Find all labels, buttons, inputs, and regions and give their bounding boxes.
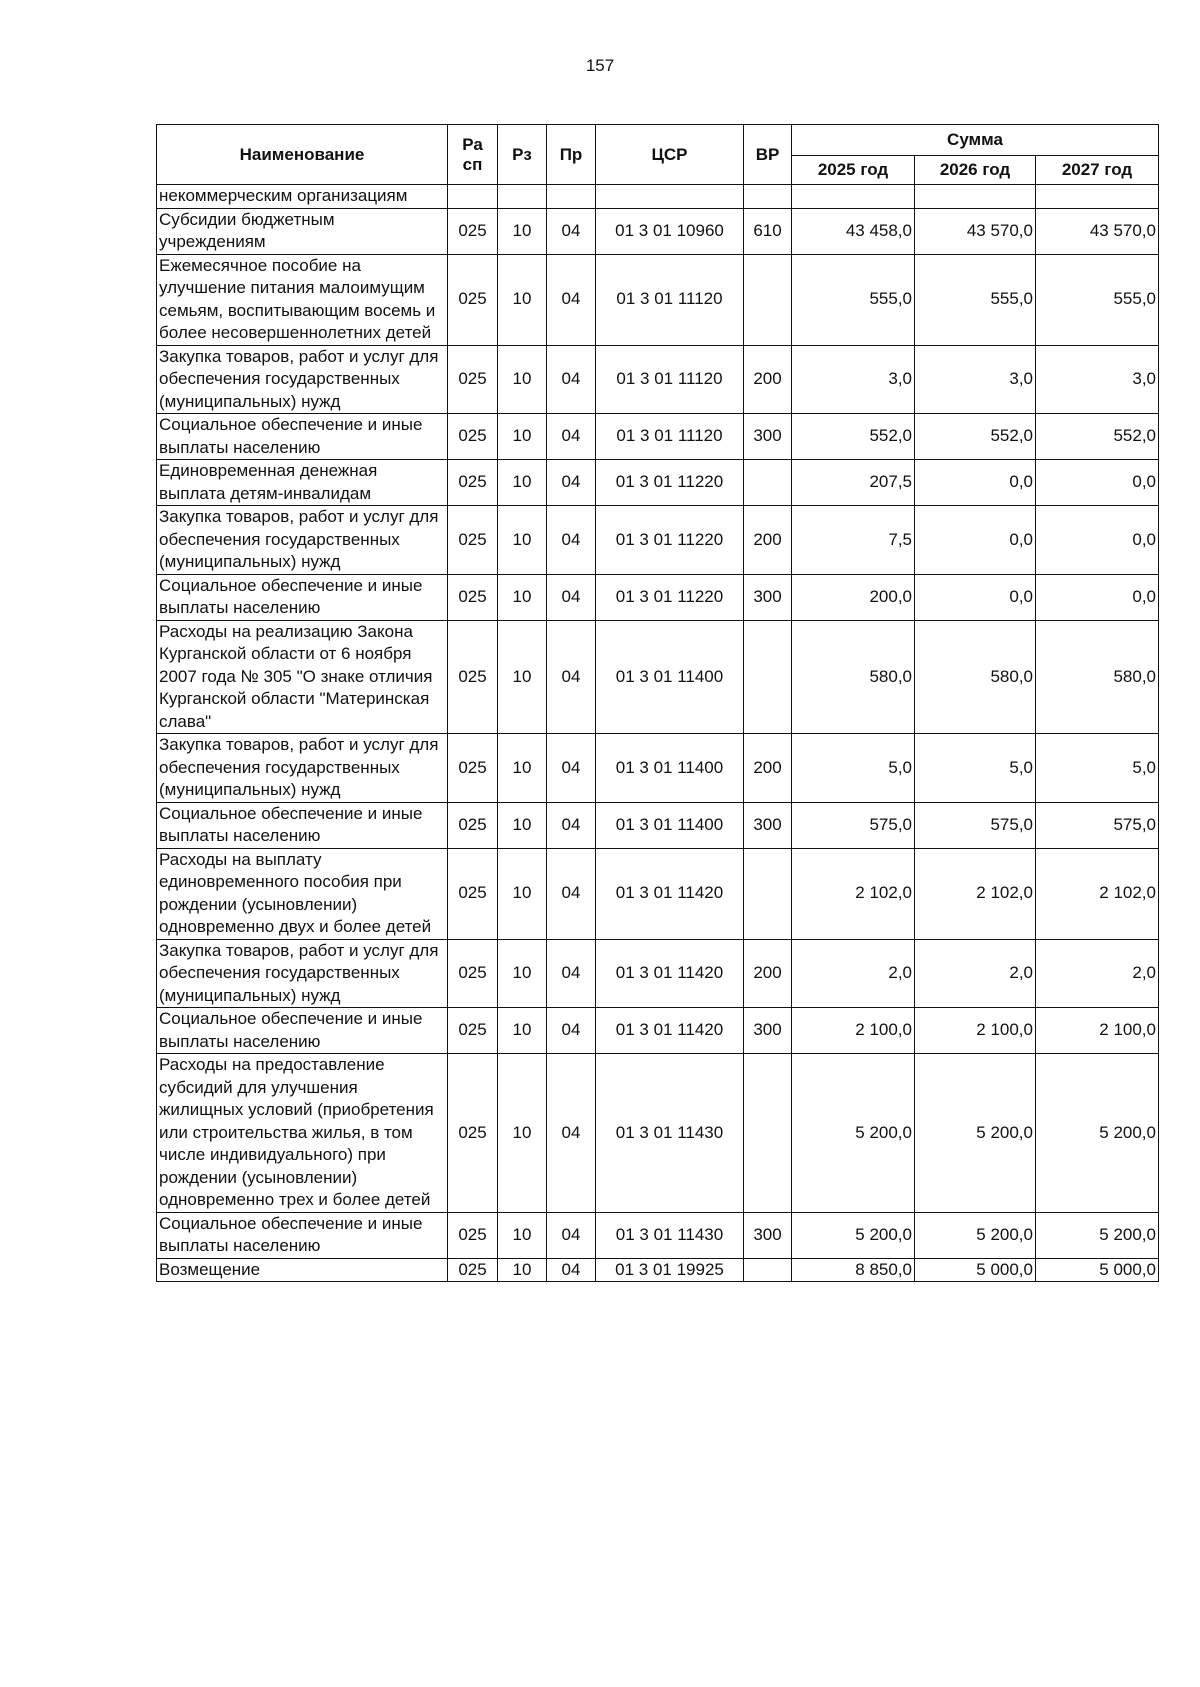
row-sum-2025: 5,0	[792, 734, 915, 803]
row-pr: 04	[547, 345, 596, 414]
row-sum-2026: 2 100,0	[915, 1008, 1036, 1054]
row-vr: 300	[744, 574, 792, 620]
row-sum-2025: 5 200,0	[792, 1054, 915, 1213]
row-rasp: 025	[448, 620, 498, 734]
row-csr: 01 3 01 11420	[596, 848, 744, 939]
row-sum-2026: 43 570,0	[915, 208, 1036, 254]
row-name: Субсидии бюджетным учреждениям	[157, 208, 448, 254]
row-sum-2027: 43 570,0	[1036, 208, 1159, 254]
row-pr: 04	[547, 254, 596, 345]
row-sum-2025: 2 102,0	[792, 848, 915, 939]
row-pr: 04	[547, 1212, 596, 1258]
row-sum-2027: 555,0	[1036, 254, 1159, 345]
row-csr: 01 3 01 11430	[596, 1054, 744, 1213]
row-sum-2026: 5,0	[915, 734, 1036, 803]
row-name: Расходы на выплату единовременного пособия при рождении (усыновлении) одновременно двух и более детей	[157, 848, 448, 939]
row-sum-2026: 580,0	[915, 620, 1036, 734]
row-csr: 01 3 01 11220	[596, 506, 744, 575]
table-row	[157, 848, 1159, 939]
row-sum-2026: 0,0	[915, 460, 1036, 506]
row-name: Возмещение	[157, 1258, 448, 1282]
row-rz: 10	[498, 1054, 547, 1213]
row-csr: 01 3 01 11400	[596, 620, 744, 734]
row-vr	[744, 620, 792, 734]
row-rz	[498, 185, 547, 209]
row-sum-2025: 2 100,0	[792, 1008, 915, 1054]
row-pr: 04	[547, 734, 596, 803]
row-pr	[547, 185, 596, 209]
row-sum-2027: 5 200,0	[1036, 1054, 1159, 1213]
row-name: Закупка товаров, работ и услуг для обеспечения государственных (муниципальных) нужд	[157, 734, 448, 803]
row-csr	[596, 185, 744, 209]
row-rz: 10	[498, 414, 547, 460]
row-sum-2025: 3,0	[792, 345, 915, 414]
row-sum-2025: 575,0	[792, 802, 915, 848]
row-rz: 10	[498, 620, 547, 734]
row-sum-2027: 5 000,0	[1036, 1258, 1159, 1282]
row-sum-2027: 0,0	[1036, 506, 1159, 575]
table-row	[157, 414, 1159, 460]
table-row	[157, 802, 1159, 848]
row-name: Социальное обеспечение и иные выплаты населению	[157, 1008, 448, 1054]
row-csr: 01 3 01 10960	[596, 208, 744, 254]
row-sum-2026: 575,0	[915, 802, 1036, 848]
row-pr: 04	[547, 208, 596, 254]
row-rasp: 025	[448, 208, 498, 254]
row-sum-2026	[915, 185, 1036, 209]
header-year-2027: 2027 год	[1036, 156, 1159, 185]
table-row	[157, 460, 1159, 506]
row-rasp: 025	[448, 506, 498, 575]
header-rasp-bottom: сп	[462, 154, 483, 174]
row-vr: 200	[744, 345, 792, 414]
row-sum-2025: 580,0	[792, 620, 915, 734]
row-sum-2027: 0,0	[1036, 574, 1159, 620]
row-name: Единовременная денежная выплата детям-инвалидам	[157, 460, 448, 506]
table-row	[157, 506, 1159, 575]
row-sum-2026: 2,0	[915, 939, 1036, 1008]
row-sum-2025: 555,0	[792, 254, 915, 345]
row-pr: 04	[547, 848, 596, 939]
row-csr: 01 3 01 11400	[596, 802, 744, 848]
row-sum-2025: 2,0	[792, 939, 915, 1008]
table-body	[157, 185, 1159, 1282]
row-sum-2026: 5 200,0	[915, 1212, 1036, 1258]
table-row	[157, 1008, 1159, 1054]
row-csr: 01 3 01 11420	[596, 1008, 744, 1054]
row-pr: 04	[547, 802, 596, 848]
row-sum-2026: 2 102,0	[915, 848, 1036, 939]
row-rz: 10	[498, 939, 547, 1008]
row-sum-2025: 552,0	[792, 414, 915, 460]
row-sum-2025: 200,0	[792, 574, 915, 620]
row-rz: 10	[498, 574, 547, 620]
budget-table	[156, 124, 1159, 1282]
row-sum-2026: 0,0	[915, 506, 1036, 575]
row-sum-2027: 580,0	[1036, 620, 1159, 734]
row-vr: 200	[744, 506, 792, 575]
table-row	[157, 185, 1159, 209]
row-name: Расходы на реализацию Закона Курганской области от 6 ноября 2007 года № 305 "О знаке отличия Курганской области "Материнская слава"	[157, 620, 448, 734]
row-sum-2026: 5 000,0	[915, 1258, 1036, 1282]
row-rasp: 025	[448, 1258, 498, 1282]
row-name: Расходы на предоставление субсидий для улучшения жилищных условий (приобретения или строительства жилья, в том числе индивидуального) при рождении (усыновлении) одновременно трех и более детей	[157, 1054, 448, 1213]
table-row	[157, 1212, 1159, 1258]
table-row	[157, 1054, 1159, 1213]
header-rz: Рз	[498, 125, 547, 185]
row-rasp: 025	[448, 1008, 498, 1054]
row-rasp: 025	[448, 1212, 498, 1258]
row-vr	[744, 1054, 792, 1213]
row-pr: 04	[547, 1054, 596, 1213]
row-pr: 04	[547, 1008, 596, 1054]
row-rz: 10	[498, 802, 547, 848]
row-rasp: 025	[448, 939, 498, 1008]
row-vr: 200	[744, 734, 792, 803]
row-rasp: 025	[448, 574, 498, 620]
row-csr: 01 3 01 11120	[596, 414, 744, 460]
row-sum-2027	[1036, 185, 1159, 209]
table-row	[157, 345, 1159, 414]
row-vr	[744, 1258, 792, 1282]
row-csr: 01 3 01 11220	[596, 460, 744, 506]
row-csr: 01 3 01 11220	[596, 574, 744, 620]
row-name: некоммерческим организациям	[157, 185, 448, 209]
row-csr: 01 3 01 11120	[596, 345, 744, 414]
row-sum-2026: 555,0	[915, 254, 1036, 345]
row-vr: 610	[744, 208, 792, 254]
row-pr: 04	[547, 574, 596, 620]
row-sum-2027: 5,0	[1036, 734, 1159, 803]
page-number: 157	[585, 56, 615, 75]
row-pr: 04	[547, 414, 596, 460]
row-sum-2025: 8 850,0	[792, 1258, 915, 1282]
row-rz: 10	[498, 460, 547, 506]
row-rasp: 025	[448, 414, 498, 460]
row-name: Закупка товаров, работ и услуг для обеспечения государственных (муниципальных) нужд	[157, 345, 448, 414]
row-csr: 01 3 01 19925	[596, 1258, 744, 1282]
row-pr: 04	[547, 620, 596, 734]
row-sum-2027: 0,0	[1036, 460, 1159, 506]
row-vr: 300	[744, 802, 792, 848]
row-rz: 10	[498, 1212, 547, 1258]
table-row	[157, 620, 1159, 734]
row-sum-2027: 552,0	[1036, 414, 1159, 460]
row-sum-2027: 2,0	[1036, 939, 1159, 1008]
row-sum-2025: 5 200,0	[792, 1212, 915, 1258]
row-name: Ежемесячное пособие на улучшение питания малоимущим семьям, воспитывающим восемь и более несовершеннолетних детей	[157, 254, 448, 345]
row-sum-2027: 5 200,0	[1036, 1212, 1159, 1258]
row-name: Закупка товаров, работ и услуг для обеспечения государственных (муниципальных) нужд	[157, 506, 448, 575]
row-name: Социальное обеспечение и иные выплаты населению	[157, 414, 448, 460]
row-sum-2026: 3,0	[915, 345, 1036, 414]
row-vr: 300	[744, 414, 792, 460]
row-sum-2026: 0,0	[915, 574, 1036, 620]
row-sum-2025	[792, 185, 915, 209]
table-row	[157, 574, 1159, 620]
table-row	[157, 1258, 1159, 1282]
row-pr: 04	[547, 460, 596, 506]
row-rz: 10	[498, 1258, 547, 1282]
header-sum: Сумма	[792, 125, 1159, 156]
row-csr: 01 3 01 11400	[596, 734, 744, 803]
row-rz: 10	[498, 734, 547, 803]
row-sum-2025: 7,5	[792, 506, 915, 575]
row-vr: 200	[744, 939, 792, 1008]
header-rasp-top: Ра	[462, 134, 483, 154]
row-pr: 04	[547, 939, 596, 1008]
row-pr: 04	[547, 506, 596, 575]
row-name: Социальное обеспечение и иные выплаты населению	[157, 574, 448, 620]
row-rasp: 025	[448, 345, 498, 414]
row-name: Социальное обеспечение и иные выплаты населению	[157, 1212, 448, 1258]
header-rasp	[448, 125, 498, 185]
header-name: Наименование	[157, 125, 448, 185]
row-rz: 10	[498, 345, 547, 414]
row-rasp: 025	[448, 1054, 498, 1213]
row-rasp: 025	[448, 848, 498, 939]
row-rasp: 025	[448, 802, 498, 848]
row-vr: 300	[744, 1212, 792, 1258]
row-vr: 300	[744, 1008, 792, 1054]
table-row	[157, 734, 1159, 803]
row-rz: 10	[498, 506, 547, 575]
row-rasp: 025	[448, 254, 498, 345]
table-row	[157, 208, 1159, 254]
row-csr: 01 3 01 11430	[596, 1212, 744, 1258]
row-sum-2025: 207,5	[792, 460, 915, 506]
row-sum-2027: 3,0	[1036, 345, 1159, 414]
header-year-2025: 2025 год	[792, 156, 915, 185]
row-rasp: 025	[448, 460, 498, 506]
row-sum-2027: 2 100,0	[1036, 1008, 1159, 1054]
row-sum-2026: 5 200,0	[915, 1054, 1036, 1213]
row-sum-2025: 43 458,0	[792, 208, 915, 254]
row-vr	[744, 185, 792, 209]
row-vr	[744, 848, 792, 939]
row-rasp	[448, 185, 498, 209]
row-csr: 01 3 01 11120	[596, 254, 744, 345]
row-name: Социальное обеспечение и иные выплаты населению	[157, 802, 448, 848]
row-csr: 01 3 01 11420	[596, 939, 744, 1008]
row-vr	[744, 254, 792, 345]
table-row	[157, 939, 1159, 1008]
row-rz: 10	[498, 848, 547, 939]
row-sum-2027: 2 102,0	[1036, 848, 1159, 939]
row-rz: 10	[498, 208, 547, 254]
row-vr	[744, 460, 792, 506]
header-year-2026: 2026 год	[915, 156, 1036, 185]
header-vr: ВР	[744, 125, 792, 185]
row-rasp: 025	[448, 734, 498, 803]
header-pr: Пр	[547, 125, 596, 185]
table-row	[157, 254, 1159, 345]
header-csr: ЦСР	[596, 125, 744, 185]
row-pr: 04	[547, 1258, 596, 1282]
row-name: Закупка товаров, работ и услуг для обеспечения государственных (муниципальных) нужд	[157, 939, 448, 1008]
row-rz: 10	[498, 1008, 547, 1054]
row-sum-2026: 552,0	[915, 414, 1036, 460]
row-rz: 10	[498, 254, 547, 345]
row-sum-2027: 575,0	[1036, 802, 1159, 848]
